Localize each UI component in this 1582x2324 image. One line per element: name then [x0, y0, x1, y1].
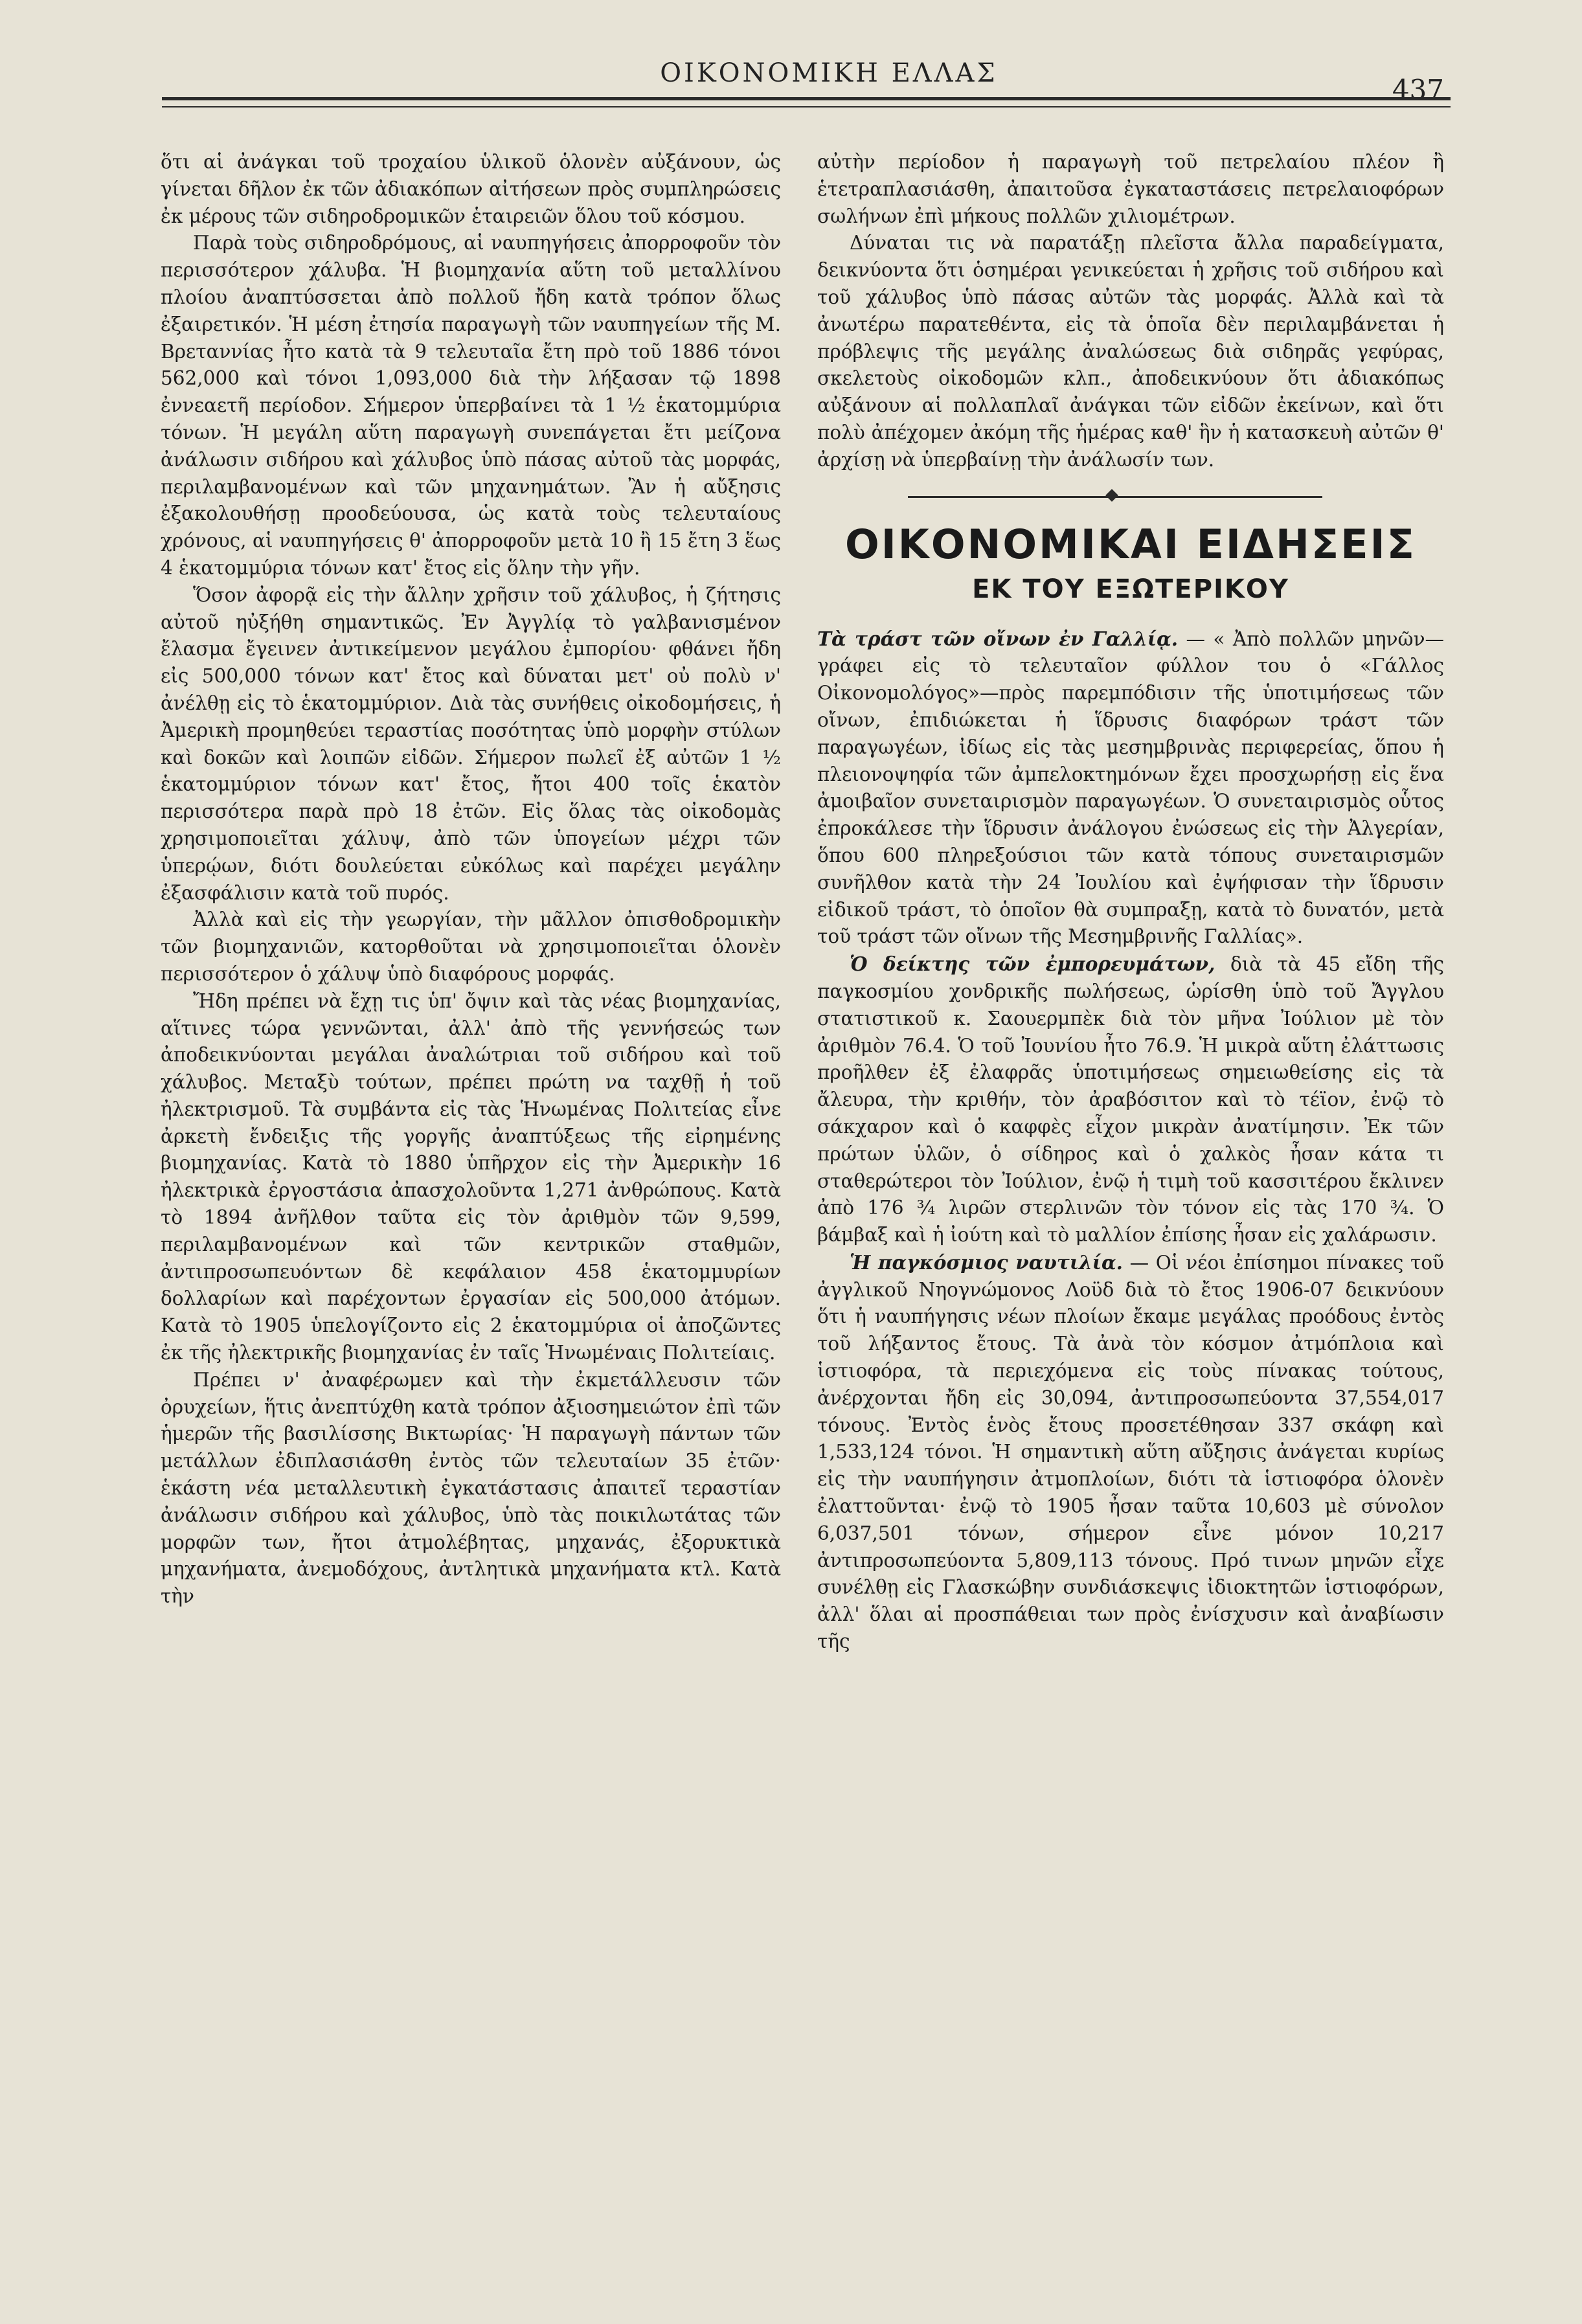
- news-item-heading: Ὁ δείκτης τῶν ἐμπορευμάτων,: [850, 953, 1215, 976]
- news-item-text: διὰ τὰ 45 εἴδη τῆς παγκοσμίου χονδρικῆς πωλήσεως, ὡρίσθη ὑπὸ τοῦ Ἄγγλου στατιστικοῦ κ. Σαουερμπὲκ διὰ τὸν μῆνα Ἰούλιον μὲ τὸν ἀριθμὸν 76.4. Ὁ τοῦ Ἰουνίου ἦτο 76.9. Ἡ μικρὰ αὕτη ἐλάττωσις προῆλθεν ἐξ ἐλαφρᾶς ὑποτιμήσεως σημειωθείσης εἰς τὰ ἄλευρα, τὴν κριθήν, τὸν ἀραβόσιτον καὶ τὸ τέϊον, ἐνῷ τὸ σάκχαρον καὶ ὁ καφφὲς εἶχον μικρὰν ἀνατίμησιν. Ἐκ τῶν πρώτων ὑλῶν, ὁ σίδηρος καὶ ὁ χαλκὸς ἦσαν κάτα τι σταθερώτεροι τὸν Ἰούλιον, ἐνῷ ἡ τιμὴ τοῦ κασσιτέρου ἔκλινεν ἀπὸ 176 ¾ λιρῶν στερλινῶν τὸν τόνον εἰς τὰς 170 ¾. Ὁ βάμβαξ καὶ ἡ ἰούτη καὶ τὸ μαλλίον ἐπίσης ἦσαν εἰς χαλάρωσιν.: [817, 953, 1444, 1247]
- body-paragraph: Ἤδη πρέπει νὰ ἔχῃ τις ὑπ' ὄψιν καὶ τὰς νέας βιομηχανίας, αἵτινες τώρα γεννῶνται, ἀλλ' ἀπὸ τῆς γεννήσεώς των ἀποδεικνύονται μεγάλαι ἀναλώτριαι τοῦ σιδήρου καὶ τοῦ χάλυβος. Μεταξὺ τούτων, πρέπει πρώτη να ταχθῇ ἡ τοῦ ἠλεκτρισμοῦ. Τὰ συμβάντα εἰς τὰς Ἡνωμένας Πολιτείας εἶνε ἀρκετὴ ἔνδειξις τῆς γοργῆς ἀναπτύξεως τῆς εἰρημένης βιομηχανίας. Κατὰ τὸ 1880 ὑπῆρχον εἰς τὴν Ἀμερικὴν 16 ἠλεκτρικὰ ἐργοστάσια ἀπασχολοῦντα 1,271 ἀνθρώπους. Κατὰ τὸ 1894 ἀνῆλθον ταῦτα εἰς τὸν ἀριθμὸν τῶν 9,599, περιλαμβανομένων καὶ τῶν κεντρικῶν σταθμῶν, ἀντιπροσωπευόντων δὲ κεφάλαιον 458 ἑκατομμυρίων δολλαρίων καὶ παρέχοντων ἐργασίαν εἰς 500,000 ἀτόμων. Κατὰ τὸ 1905 ὑπελογίζοντο εἰς 2 ἑκατομμύρια οἱ ἀποζῶντες ἐκ τῆς ἠλεκτρικῆς βιομηχανίας ἐν ταῖς Ἡνωμέναις Πολιτείαις.: [161, 989, 781, 1364]
- left-column: [161, 149, 781, 1610]
- body-paragraph: Ἀλλὰ καὶ εἰς τὴν γεωργίαν, τὴν μᾶλλον ὀπισθοδρομικὴν τῶν βιομηχανιῶν, κατορθοῦται νὰ χρησιμοποιεῖται ὁλονὲν περισσότερον ὁ χάλυψ ὑπὸ διαφόρους μορφάς.: [161, 908, 781, 985]
- right-column: [817, 149, 1444, 1656]
- divider-ornament: [1105, 489, 1118, 502]
- news-item-text: — Οἱ νέοι ἐπίσημοι πίνακες τοῦ ἀγγλικοῦ Νηογνώμονος Λοϋδ διὰ τὸ ἔτος 1906-07 δεικνύουν ὅτι ἡ ναυπήγησις νέων πλοίων ἔκαμε μεγάλας προόδους ἐντὸς τοῦ λήξαντος ἔτους. Τὰ ἀνὰ τὸν κόσμον ἀτμόπλοια καὶ ἱστιοφόρα, τὰ περιεχόμενα εἰς τοὺς πίνακας τούτους, ἀνέρχονται ἤδη εἰς 30,094, ἀντιπροσωπεύοντα 37,554,017 τόνους. Ἐντὸς ἑνὸς ἔτους προσετέθησαν 337 σκάφη καὶ 1,533,124 τόνοι. Ἡ σημαντικὴ αὕτη αὔξησις ἀνάγεται κυρίως εἰς τὴν ναυπήγησιν ἀτμοπλοίων, διότι τὰ ἱστιοφόρα ὁλονὲν ἐλαττοῦνται· ἐνῷ τὸ 1905 ἦσαν ταῦτα 10,603 μὲ σύνολον 6,037,501 τόνων, σήμερον εἶνε μόνον 10,217 ἀντιπροσωπεύοντα 5,809,113 τόνους. Πρό τινων μηνῶν εἶχε συνέλθῃ εἰς Γλασκώβην συνδιάσκεψις ἰδιοκτητῶν ἱστιοφόρων, ἀλλ' ὅλαι αἱ προσπάθειαι των πρὸς ἐνίσχυσιν καὶ ἀναβίωσιν τῆς: [817, 1251, 1444, 1653]
- body-paragraph: Παρὰ τοὺς σιδηροδρόμους, αἱ ναυπηγήσεις ἀπορροφοῦν τὸν περισσότερον χάλυβα. Ἡ βιομηχανία αὕτη τοῦ μεταλλίνου πλοίου ἀναπτύσσεται ἀπὸ πολλοῦ ἤδη κατὰ τρόπον ὅλως ἐξαιρετικόν. Ἡ μέση ἐτησία παραγωγὴ τῶν ναυπηγείων τῆς Μ. Βρεταννίας ἦτο κατὰ τὰ 9 τελευταῖα ἔτη πρὸ τοῦ 1886 τόνοι 562,000 καὶ τόνοι 1,093,000 διὰ τὴν λήξασαν τῷ 1898 ἐννεαετῆ περίοδον. Σήμερον ὑπερβαίνει τὰ 1 ½ ἑκατομμύρια τόνων. Ἡ μεγάλη αὕτη παραγωγὴ συνεπάγεται ἔτι μείζονα ἀνάλωσιν σιδήρου καὶ χάλυβος ὑπὸ πάσας αὐτοῦ τὰς μορφάς, περιλαμβανομένων καὶ τῶν μηχανημάτων. Ἂν ἡ αὔξησις ἐξακολουθήσῃ προοδεύουσα, ὡς κατὰ τοὺς τελευταίους χρόνους, αἱ ναυπηγήσεις θ' ἀπορροφοῦν μετὰ 10 ἢ 15 ἔτη 3 ἕως 4 ἑκατομμύρια τόνων κατ' ἔτος εἰς ὅλην τὴν γῆν.: [161, 232, 781, 579]
- news-item: [817, 1249, 1444, 1656]
- body-paragraph: Πρέπει ν' ἀναφέρωμεν καὶ τὴν ἐκμετάλλευσιν τῶν ὀρυχείων, ἥτις ἀνεπτύχθη κατὰ τρόπον ἀξιοσημειώτον ἐπὶ τῶν ἡμερῶν τῆς βασιλίσσης Βικτωρίας· Ἡ παραγωγὴ πάντων τῶν μετάλλων ἐδιπλασιάσθη ἐντὸς τῶν τελευταίων 35 ἐτῶν· ἑκάστη νέα μεταλλευτικὴ ἐγκατάστασις ἀπαιτεῖ τεραστίαν ἀνάλωσιν σιδήρου καὶ χάλυβος, ὑπὸ τὰς ποικιλωτάτας τῶν μορφῶν των, ἤτοι ἀτμολέβητας, μηχανάς, ἐξορυκτικὰ μηχανήματα, ἀνεμοδόχους, ἀντλητικὰ μηχανήματα κτλ. Κατὰ τὴν: [161, 1368, 781, 1608]
- section-title: ΟΙΚΟΝΟΜΙΚΑΙ ΕΙΔΗΣΕΙΣ: [845, 520, 1416, 568]
- body-paragraph: ὅτι αἱ ἀνάγκαι τοῦ τροχαίου ὑλικοῦ ὁλονὲν αὐξάνουν, ὡς γίνεται δῆλον ἐκ τῶν ἀδιακόπων αἰτήσεων πρὸς συμπληρώσεις ἐκ μέρους τῶν σιδηροδρομικῶν ἑταιρειῶν ὅλου τοῦ κόσμου.: [161, 151, 781, 227]
- section-divider: [817, 474, 1444, 519]
- news-item-heading: Ἡ παγκόσμιος ναυτιλία.: [850, 1250, 1123, 1274]
- running-title: ΟΙΚΟΝΟΜΙΚΗ ΕΛΛΑΣ: [660, 58, 998, 88]
- news-item: [817, 626, 1444, 951]
- header-rule-thin: [162, 106, 1451, 107]
- news-item: [817, 951, 1444, 1249]
- header-rule-thick: [162, 97, 1451, 100]
- page-header: [162, 47, 1457, 105]
- section-subtitle: ΕΚ ΤΟΥ ΕΞΩΤΕΡΙΚΟΥ: [972, 574, 1289, 604]
- news-item-text: — « Ἀπὸ πολλῶν μηνῶν—γράφει εἰς τὸ τελευταῖον φύλλον του ὁ «Γάλλος Οἰκονομολόγος»—πρὸς παρεμπόδισιν τῆς ὑποτιμήσεως τῶν οἴνων, ἐπιδιώκεται ἡ ἵδρυσις διαφόρων τράστ τῶν παραγωγέων, ἰδίως εἰς τὰς μεσημβρινὰς περιφερείας, ὅπου ἡ πλειονοψηφία τῶν ἀμπελοκτημόνων ἔχει προσχωρήσῃ εἰς ἕνα ἀμοιβαῖον συνεταιρισμὸν παραγωγέων. Ὁ συνεταιρισμὸς οὗτος ἐπροκάλεσε τὴν ἵδρυσιν ἀνάλογου ἐνώσεως εἰς τὴν Ἀλγερίαν, ὅπου 600 πληρεξούσιοι τῶν κατὰ τόπους συνεταιρισμῶν συνῆλθον κατὰ τὴν 24 Ἰουλίου καὶ ἐψήφισαν τὴν ἵδρυσιν εἰδικοῦ τράστ, τὸ ὁποῖον θὰ συμπραξῃ, κατὰ τὸ δυνατόν, μετὰ τοῦ τράστ τῶν οἴνων τῆς Μεσημβρινῆς Γαλλίας».: [817, 627, 1444, 948]
- news-item-heading: Τὰ τράστ τῶν οἴνων ἐν Γαλλίᾳ.: [817, 627, 1179, 650]
- body-paragraph: αὐτὴν περίοδον ἡ παραγωγὴ τοῦ πετρελαίου πλέον ἢ ἑτετραπλασιάσθη, ἀπαιτοῦσα ἐγκαταστάσεις πετρελαιοφόρων σωλήνων ἐπὶ μήκους πολλῶν χιλιομέτρων.: [817, 151, 1444, 227]
- body-paragraph: Ὅσον ἀφορᾷ εἰς τὴν ἄλλην χρῆσιν τοῦ χάλυβος, ἡ ζήτησις αὐτοῦ ηὐξήθη σημαντικῶς. Ἐν Ἀγγλίᾳ τὸ γαλβανισμένον ἔλασμα ἔγεινεν ἀντικείμενον μεγάλου ἐμπορίου· φθάνει ἤδη εἰς 500,000 τόνων κατ' ἔτος καὶ δύναται μετ' οὐ πολὺ ν' ἀνέλθῃ εἰς τὸ ἑκατομμύριον. Διὰ τὰς συνήθεις οἰκοδομήσεις, ἡ Ἀμερικὴ προμηθεύει τεραστίας ποσότητας ὑπὸ μορφὴν στύλων καὶ δοκῶν καὶ λοιπῶν εἰδῶν. Σήμερον πωλεῖ ἐξ αὐτῶν 1 ½ ἑκατομμύριον τόνων κατ' ἔτος, ἤτοι 400 τοῖς ἑκατὸν περισσότερα παρὰ πρὸ 18 ἐτῶν. Εἰς ὅλας τὰς οἰκοδομὰς χρησιμοποιεῖται χάλυψ, ἀπὸ τῶν ὑπογείων μέχρι τῶν ὑπερῴων, διότι δουλεύεται εὐκόλως καὶ παρέχει μεγάλην ἐξασφάλισιν κατὰ τοῦ πυρός.: [161, 583, 781, 904]
- body-paragraph: Δύναται τις νὰ παρατάξῃ πλεῖστα ἄλλα παραδείγματα, δεικνύοντα ὅτι ὁσημέραι γενικεύεται ἡ χρῆσις τοῦ σιδήρου καὶ τοῦ χάλυβος ὑπὸ πάσας αὐτῶν τὰς μορφάς. Ἀλλὰ καὶ τὰ ἀνωτέρω παρατεθέντα, εἰς τὰ ὁποῖα δὲν περιλαμβάνεται ἡ πρόβλεψις τῆς μεγάλης ἀναλώσεως διὰ σιδηρᾶς γεφύρας, σκελετοὺς οἰκοδομῶν κλπ., ἀποδεικνύουν ὅτι ἀδιακόπως αὐξάνουν αἱ πολλαπλαῖ ἀνάγκαι τῶν εἰδῶν ἐκείνων, καὶ ὅτι πολὺ ἀπέχομεν ἀκόμη τῆς ἡμέρας καθ' ἣν ἡ κατασκευὴ αὐτῶν θ' ἀρχίσῃ νὰ ὑπερβαίνῃ τὴν ἀνάλωσίν των.: [817, 232, 1444, 471]
- page-number: 437: [1392, 74, 1444, 106]
